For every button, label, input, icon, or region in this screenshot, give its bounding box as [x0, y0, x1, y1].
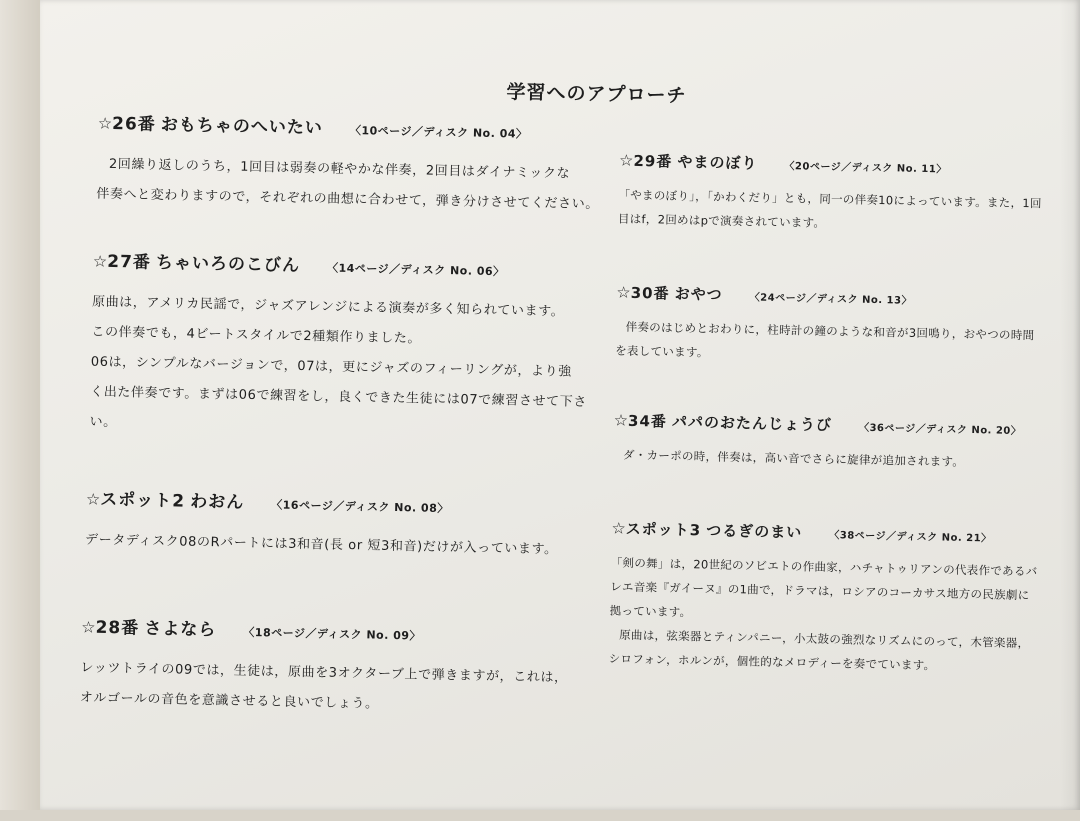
section-heading — [86, 485, 559, 520]
section-body — [613, 443, 1021, 476]
section-title: ちゃいろのこびん — [155, 252, 301, 276]
body-line: を表しています。 — [615, 343, 709, 360]
section-number: スポット3 — [625, 519, 702, 540]
star-icon: ☆ — [613, 410, 629, 430]
section-heading — [98, 109, 601, 145]
section-heading — [616, 282, 1035, 312]
section-30 — [615, 282, 1035, 372]
section-26 — [96, 109, 601, 221]
body-line: 原曲は，弦楽器とティンパニー，小太鼓の強烈なリズムにのって，木管楽器， — [619, 627, 1030, 651]
page-disc-reference: 〈36ページ／ディスク No. 20〉 — [858, 422, 1022, 438]
body-line: レエ音楽『ガイーヌ』の1曲で，ドラマは，ロシアのコーカサス地方の民族劇に — [610, 579, 1030, 603]
section-heading — [81, 612, 569, 647]
page-disc-reference: 〈14ページ／ディスク No. 06〉 — [326, 261, 505, 279]
body-line: 目はf，2回めはpで演奏されています。 — [617, 211, 826, 230]
section-heading — [613, 410, 1021, 440]
section-title: わおん — [189, 491, 245, 513]
body-line: 「剣の舞」は，20世紀のソビエトの作曲家，ハチャトゥリアンの代表作であるバ — [610, 555, 1038, 579]
star-icon: ☆ — [97, 113, 113, 133]
section-title: パパのおたんじょうび — [671, 412, 833, 435]
section-body — [89, 288, 589, 448]
page-disc-reference: 〈20ページ／ディスク No. 11〉 — [784, 161, 947, 176]
section-number: 29番 — [633, 151, 673, 171]
page-disc-reference: 〈10ページ／ディスク No. 04〉 — [349, 123, 528, 141]
body-line: 伴奏のはじめとおわりに，柱時計の鐘のような和音が3回鳴り，おやつの時間 — [625, 319, 1035, 343]
star-icon: ☆ — [616, 282, 631, 302]
body-line: 伴奏へと変わりますので，それぞれの曲想に合わせて，弾き分けさせてください。 — [96, 186, 600, 213]
section-number: 34番 — [627, 411, 668, 431]
page-disc-reference: 〈24ページ／ディスク No. 13〉 — [749, 292, 913, 307]
section-title: つるぎのまい — [706, 521, 803, 542]
section-spot-3 — [608, 518, 1038, 680]
page-title: 学習へのアプローチ — [506, 81, 687, 107]
body-line: く出た伴奏です。まずは06で練習をし，良くできた生徒には07で練習させて下さ — [90, 384, 588, 410]
section-29 — [618, 150, 1043, 240]
body-line: ダ・カーポの時，伴奏は，高い音でさらに旋律が追加されます。 — [622, 447, 965, 469]
section-34 — [613, 410, 1022, 476]
body-line: 06は，シンプルなバージョンで，07は，更にジャズのフィーリングが，より強 — [90, 354, 572, 380]
section-body — [615, 315, 1035, 372]
section-title: やまのぼり — [677, 152, 758, 173]
section-number: 28番 — [95, 617, 140, 639]
section-body — [85, 526, 558, 566]
body-line: この伴奏でも，4ビートスタイルで2種類作りました。 — [91, 324, 422, 347]
star-icon: ☆ — [85, 489, 101, 509]
section-body — [96, 150, 600, 221]
body-line: 原曲は，アメリカ民謡で，ジャズアレンジによる演奏が多く知られています。 — [91, 294, 565, 320]
star-icon: ☆ — [92, 251, 108, 271]
section-title: おもちゃのへいたい — [160, 115, 324, 139]
body-line: オルゴールの音色を意識させると良いでしょう。 — [79, 690, 379, 712]
star-icon: ☆ — [618, 150, 634, 170]
body-line: シロフォン，ホルンが，個性的なメロディーを奏でています。 — [608, 651, 936, 673]
body-line: 「やまのぼり」，「かわくだり」とも，同一の伴奏10によっています。また，1回 — [618, 187, 1042, 211]
page-disc-reference: 〈18ページ／ディスク No. 09〉 — [243, 625, 422, 643]
section-28 — [79, 612, 568, 723]
body-line: 2回繰り返しのうち，1回目は弱奏の軽やかな伴奏，2回目はダイナミックな — [108, 156, 571, 182]
section-number: スポット2 — [100, 489, 186, 512]
section-heading — [611, 518, 1038, 548]
section-27 — [89, 247, 590, 448]
body-line: レッツトライの09では，生徒は，原曲を3オクターブ上で弾きますが，これは， — [80, 660, 568, 686]
body-line: い。 — [89, 414, 117, 431]
section-heading — [93, 247, 590, 282]
star-icon: ☆ — [81, 617, 96, 637]
section-spot-2 — [85, 485, 559, 566]
section-body — [79, 653, 567, 723]
section-body — [618, 183, 1042, 240]
section-number: 27番 — [107, 251, 152, 273]
body-line: データディスク08のRパートには3和音(長 or 短3和音)だけが入っています。 — [84, 532, 558, 558]
page-disc-reference: 〈38ページ／ディスク No. 21〉 — [829, 530, 992, 545]
star-icon: ☆ — [611, 518, 626, 538]
section-title: おやつ — [674, 284, 723, 304]
section-body — [608, 551, 1037, 680]
section-heading — [619, 150, 1043, 180]
body-line: 拠っています。 — [609, 603, 692, 620]
section-number: 30番 — [630, 283, 670, 303]
page-disc-reference: 〈16ページ／ディスク No. 08〉 — [271, 498, 449, 516]
section-number: 26番 — [111, 113, 157, 135]
section-title: さよなら — [144, 618, 217, 641]
